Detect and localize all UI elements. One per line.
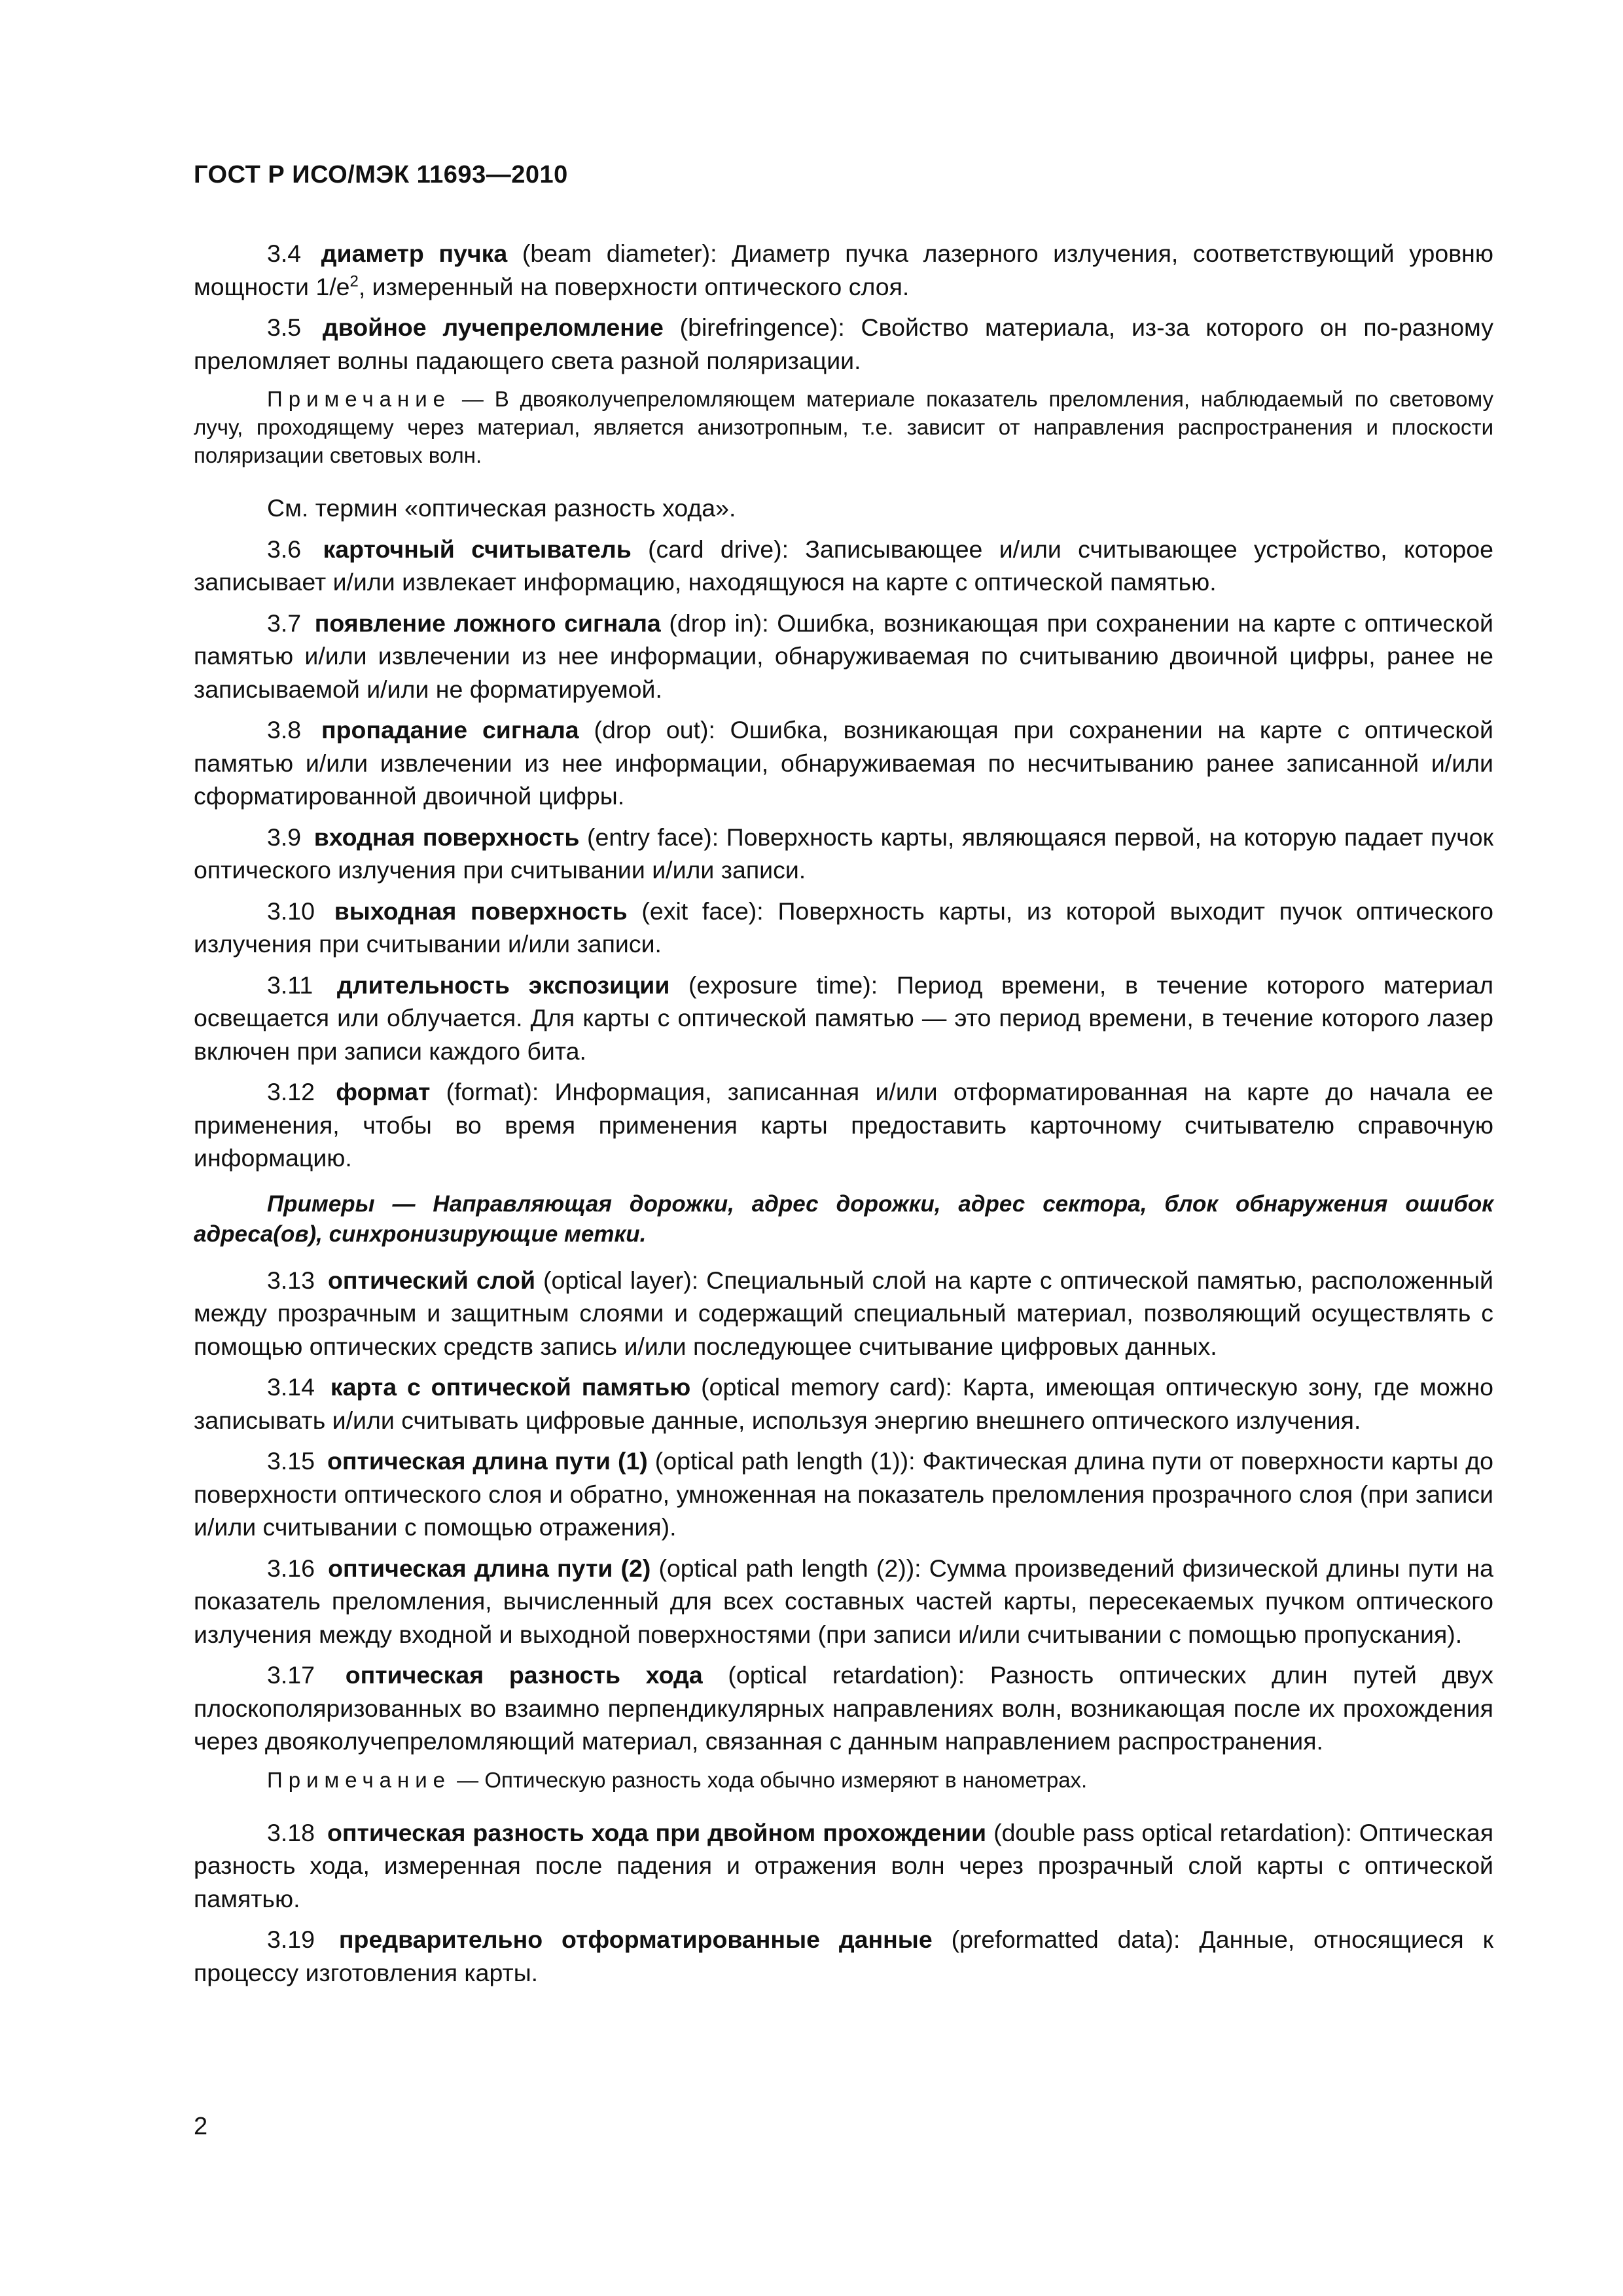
term-3-12: [194, 1075, 1493, 1175]
term-name: появление ложного сигнала: [314, 609, 661, 637]
term-number: 3.6: [267, 535, 302, 563]
term-name: выходная поверхность: [334, 897, 628, 925]
term-definition: (optical layer): Специальный слой на карте с оптической памятью, расположенный между прозрачным и защитным слоями и содержащий специальный материал, позволяющий осуществлять с помощью оптических средств запись и/или последующее считывание цифровых данных.: [194, 1266, 1493, 1360]
term-definition: (birefringence): Свойство материала, из-за которого он по-разному преломляет волны падающего света разной поляризации.: [194, 314, 1493, 374]
term-number: 3.17: [267, 1661, 315, 1689]
term-3-9: [194, 821, 1493, 887]
term-number: 3.8: [267, 716, 302, 744]
term-name: оптический слой: [328, 1266, 536, 1294]
term-number: 3.9: [267, 823, 302, 851]
note-label: Примечание: [267, 1767, 452, 1792]
term-number: 3.13: [267, 1266, 315, 1294]
term-name: карточный считыватель: [323, 535, 632, 563]
term-3-5: [194, 311, 1493, 377]
term-number: 3.14: [267, 1373, 315, 1401]
term-name: оптическая разность хода при двойном прохождении: [327, 1818, 987, 1846]
term-name: двойное лучепреломление: [322, 314, 664, 341]
page-number: 2: [194, 2113, 208, 2140]
superscript: 2: [349, 272, 359, 290]
term-name: оптическая длина пути (1): [327, 1447, 648, 1475]
term-number: 3.18: [267, 1818, 315, 1846]
term-3-16: [194, 1552, 1493, 1651]
document-header: ГОСТ Р ИСО/МЭК 11693—2010: [194, 161, 568, 188]
term-definition: (optical path length (1)): Фактическая длина пути от поверхности карты до поверхности оптического слоя и обратно, умноженная на показатель преломления прозрачного слоя (при записи и/или считывании с помощью отражения).: [194, 1447, 1493, 1541]
note-birefringence: [194, 385, 1493, 469]
term-number: 3.12: [267, 1078, 315, 1105]
term-name: формат: [336, 1078, 431, 1105]
term-3-8: [194, 713, 1493, 813]
term-3-14: [194, 1371, 1493, 1437]
term-definition: (exit face): Поверхность карты, из которой выходит пучок оптического излучения при считывании и/или записи.: [194, 897, 1494, 958]
term-definition: (optical retardation): Разность оптических длин путей двух плоскополяризованных во взаимно перпендикулярных направлениях волн, возникающая после их прохождения через двоякoлучепреломляющий материал, связанная с данным направлением распространения.: [194, 1661, 1494, 1755]
term-3-19: [194, 1923, 1493, 1989]
term-definition-cont: , измеренный на поверхности оптического слоя.: [358, 272, 910, 300]
term-definition: (optical memory card): Карта, имеющая оптическую зону, где можно записывать и/или считывать цифровые данные, используя энергию внешнего оптического излучения.: [194, 1373, 1494, 1434]
note-retardation: [194, 1766, 1493, 1794]
term-definition: (double pass optical retardation): Оптическая разность хода, измеренная после падения и отражения волн через прозрачный слой карты с оптической памятью.: [194, 1818, 1493, 1912]
term-3-15: [194, 1444, 1493, 1544]
term-3-13: [194, 1264, 1493, 1363]
term-definition: (drop in): Ошибка, возникающая при сохранении на карте с оптической памятью и/или извлечении из нее информации, обнаруживаемая по считыванию двоичной цифры, ранее не записываемой и/или не форматируемой.: [194, 609, 1493, 703]
term-number: 3.11: [267, 971, 313, 999]
document-body: [194, 237, 1493, 1997]
term-definition: (beam diameter): Диаметр пучка лазерного излучения, соответствующий уровню мощности 1/e: [194, 240, 1493, 300]
term-number: 3.5: [267, 314, 302, 341]
term-definition: (format): Информация, записанная и/или отформатированная на карте до начала ее применения, чтобы во время применения карты предоставить карточному считывателю справочную информацию.: [194, 1078, 1494, 1172]
term-3-11: [194, 969, 1493, 1068]
term-definition: (exposure time): Период времени, в течение которого материал освещается или облучается. Для карты с оптической памятью — это период времени, в течение которого лазер включен при записи каждого бита.: [194, 971, 1493, 1065]
term-number: 3.7: [267, 609, 302, 637]
term-definition: (entry face): Поверхность карты, являющаяся первой, на которую падает пучок оптического излучения при считывании и/или записи.: [194, 823, 1494, 884]
term-name: длительность экспозиции: [336, 971, 670, 999]
term-3-18: [194, 1816, 1493, 1916]
term-definition: (preformatted data): Данные, относящиеся к процессу изготовления карты.: [194, 1926, 1493, 1986]
term-3-4: [194, 237, 1493, 303]
term-name: пропадание сигнала: [321, 716, 579, 744]
note-text: — Оптическую разность хода обычно измеряют в нанометрах.: [451, 1767, 1088, 1792]
examples-format: Примеры — Направляющая дорожки, адрес дорожки, адрес сектора, блок обнаружения ошибок адреса(ов), синхронизирующие метки.: [194, 1191, 1493, 1247]
term-name: входная поверхность: [313, 823, 580, 851]
term-number: 3.19: [267, 1926, 315, 1953]
term-3-7: [194, 607, 1493, 706]
term-name: оптическая длина пути (2): [328, 1554, 651, 1582]
term-3-6: [194, 533, 1493, 599]
term-name: оптическая разность хода: [345, 1661, 703, 1689]
term-3-10: [194, 895, 1493, 961]
term-name: диаметр пучка: [321, 240, 508, 267]
term-3-17: [194, 1659, 1493, 1758]
note-label: Примечание: [267, 387, 452, 411]
term-definition: (optical path length (2)): Сумма произведений физической длины пути на показатель преломления, вычисленный для всех составных частей карты, пересекаемых пучком оптического излучения между входной и выходной поверхностями (при записи и/или считывании с помощью пропускания).: [194, 1554, 1493, 1648]
term-number: 3.15: [267, 1447, 315, 1475]
term-name: предварительно отформатированные данные: [338, 1926, 933, 1953]
term-number: 3.4: [267, 240, 302, 267]
note-text: — В двоякoлучепреломляющем материале показатель преломления, наблюдаемый по световому лучу, проходящему через материал, является анизотропным, т.е. зависит от направления распространения и плоскости поляризации световых волн.: [194, 387, 1493, 467]
see-also: См. термин «оптическая разность хода».: [267, 494, 736, 522]
term-name: карта с оптической памятью: [330, 1373, 691, 1401]
term-definition: (drop out): Ошибка, возникающая при сохранении на карте с оптической памятью и/или извлечении из нее информации, обнаруживаемая по несчитыванию ранее записанной и/или сформатированной двоичной цифры.: [194, 716, 1493, 810]
term-number: 3.10: [267, 897, 315, 925]
term-definition: (card drive): Записывающее и/или считывающее устройство, которое записывает и/или извлекает информацию, находящуюся на карте с оптической памятью.: [194, 535, 1493, 596]
term-number: 3.16: [267, 1554, 315, 1582]
